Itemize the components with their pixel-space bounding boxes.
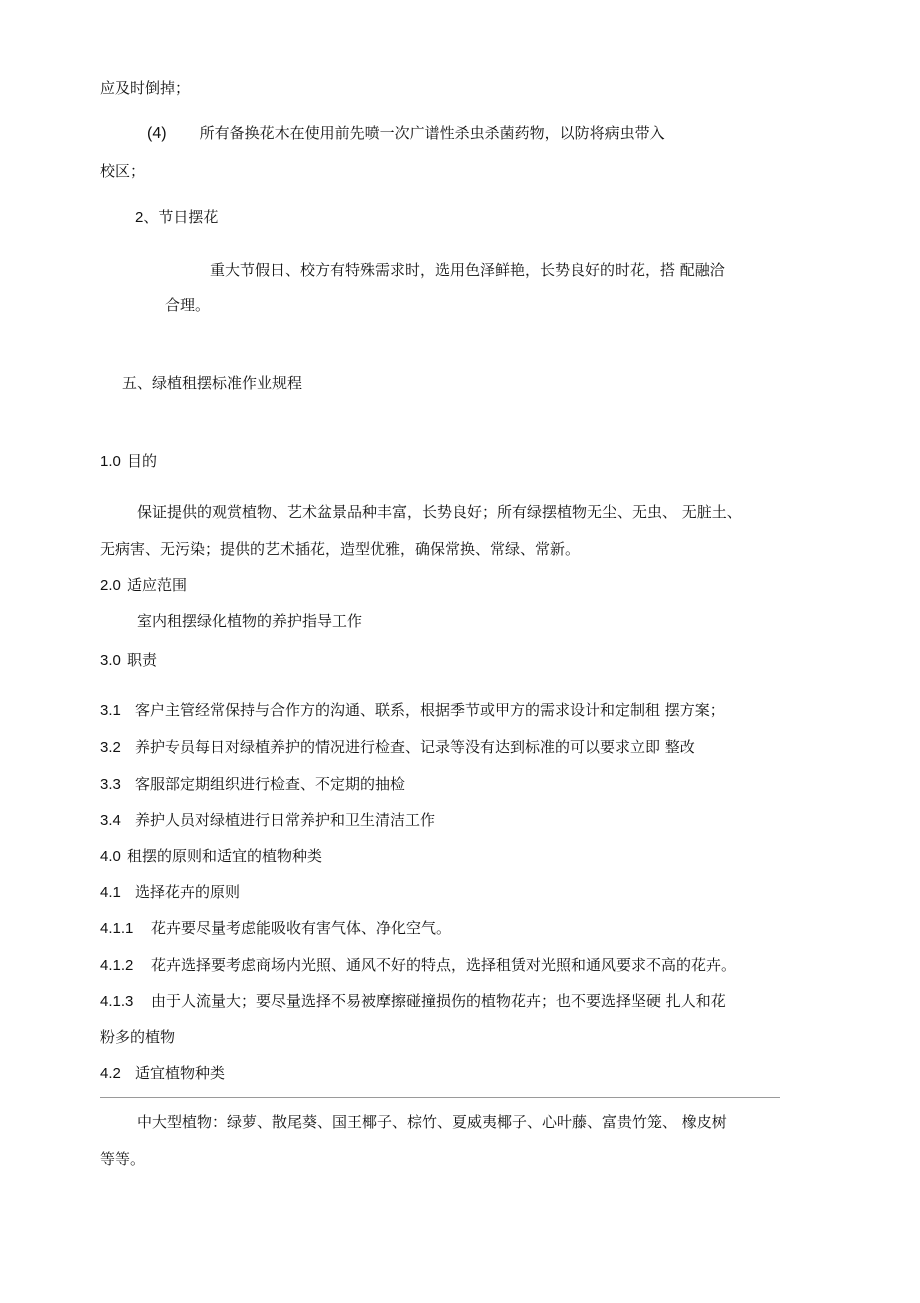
paragraph-line: 重大节假日、校方有特殊需求时，选用色泽鲜艳，长势良好的时花，搭 配融洽 bbox=[210, 261, 725, 279]
section-heading-text: 租摆的原则和适宜的植物种类 bbox=[127, 847, 323, 865]
subsection-heading bbox=[100, 1063, 225, 1084]
item-number: 4.2 bbox=[100, 1065, 121, 1082]
item-number: 3.1 bbox=[100, 702, 121, 719]
heading-text: 、节日摆花 bbox=[143, 208, 219, 226]
section-heading-3 bbox=[100, 650, 157, 671]
section-heading-text: 职责 bbox=[127, 651, 158, 669]
item-text: 养护人员对绿植进行日常养护和卫生清洁工作 bbox=[135, 811, 436, 829]
item-text: 由于人流量大；要尽量选择不易被摩擦碰撞损伤的植物花卉；也不要选择坚硬 扎人和花 bbox=[151, 992, 726, 1010]
item-text: 客服部定期组织进行检查、不定期的抽检 bbox=[135, 775, 406, 793]
paragraph-line: 中大型植物：绿萝、散尾葵、国王椰子、棕竹、夏威夷椰子、心叶藤、富贵竹笼、 橡皮树 bbox=[137, 1113, 727, 1131]
paragraph-line: 等等。 bbox=[100, 1150, 146, 1168]
item-number: 3.4 bbox=[100, 812, 121, 829]
section-number: 1.0 bbox=[100, 453, 121, 470]
section-number: 2.0 bbox=[100, 577, 121, 594]
item-text: 养护专员每日对绿植养护的情况进行检查、记录等没有达到标准的可以要求立即 整改 bbox=[135, 738, 695, 756]
paragraph-line: 室内租摆绿化植物的养护指导工作 bbox=[137, 612, 363, 630]
section-number: 4.0 bbox=[100, 848, 121, 865]
section-heading-2 bbox=[100, 575, 187, 596]
text-line: 应及时倒掉； bbox=[100, 79, 191, 97]
item-number: (4) bbox=[147, 125, 167, 142]
duty-item bbox=[100, 774, 405, 795]
principle-item bbox=[100, 991, 726, 1012]
list-item-4 bbox=[147, 123, 665, 144]
item-number: 4.1.1 bbox=[100, 920, 134, 937]
section-heading-4 bbox=[100, 846, 322, 867]
section-number: 3.0 bbox=[100, 652, 121, 669]
item-text: 客户主管经常保持与合作方的沟通、联系，根据季节或甲方的需求设计和定制租 摆方案； bbox=[135, 701, 725, 719]
subsection-heading bbox=[100, 882, 240, 903]
text-line: 粉多的植物 bbox=[100, 1028, 176, 1046]
duty-item bbox=[100, 737, 695, 758]
subheading-holiday bbox=[135, 207, 218, 228]
item-text: 花卉要尽量考虑能吸收有害气体、净化空气。 bbox=[151, 919, 452, 937]
item-number: 4.1.3 bbox=[100, 993, 134, 1010]
section-heading-text: 适应范围 bbox=[127, 576, 188, 594]
item-number: 3.2 bbox=[100, 739, 121, 756]
section-heading-text: 目的 bbox=[127, 452, 158, 470]
duty-item bbox=[100, 700, 725, 721]
item-text: 适宜植物种类 bbox=[135, 1064, 226, 1082]
horizontal-divider bbox=[100, 1097, 780, 1098]
item-number: 4.1.2 bbox=[100, 957, 134, 974]
item-text: 所有备换花木在使用前先喷一次广谱性杀虫杀菌药物，以防将病虫带入 bbox=[199, 124, 665, 142]
principle-item bbox=[100, 918, 451, 939]
paragraph-line: 合理。 bbox=[165, 296, 211, 314]
heading-number: 2 bbox=[135, 209, 144, 226]
paragraph-line: 保证提供的观赏植物、艺术盆景品种丰富，长势良好；所有绿摆植物无尘、无虫、 无脏土、 bbox=[137, 503, 742, 521]
text-line: 校区； bbox=[100, 162, 146, 180]
item-text: 花卉选择要考虑商场内光照、通风不好的特点，选择租赁对光照和通风要求不高的花卉。 bbox=[151, 956, 737, 974]
item-number: 3.3 bbox=[100, 776, 121, 793]
item-number: 4.1 bbox=[100, 884, 121, 901]
principle-item bbox=[100, 955, 736, 976]
section-title: 五、绿植租摆标准作业规程 bbox=[122, 374, 303, 392]
paragraph-line: 无病害、无污染；提供的艺术插花，造型优雅，确保常换、常绿、常新。 bbox=[100, 540, 581, 558]
section-heading-1 bbox=[100, 451, 157, 472]
item-text: 选择花卉的原则 bbox=[135, 883, 241, 901]
duty-item bbox=[100, 810, 435, 831]
